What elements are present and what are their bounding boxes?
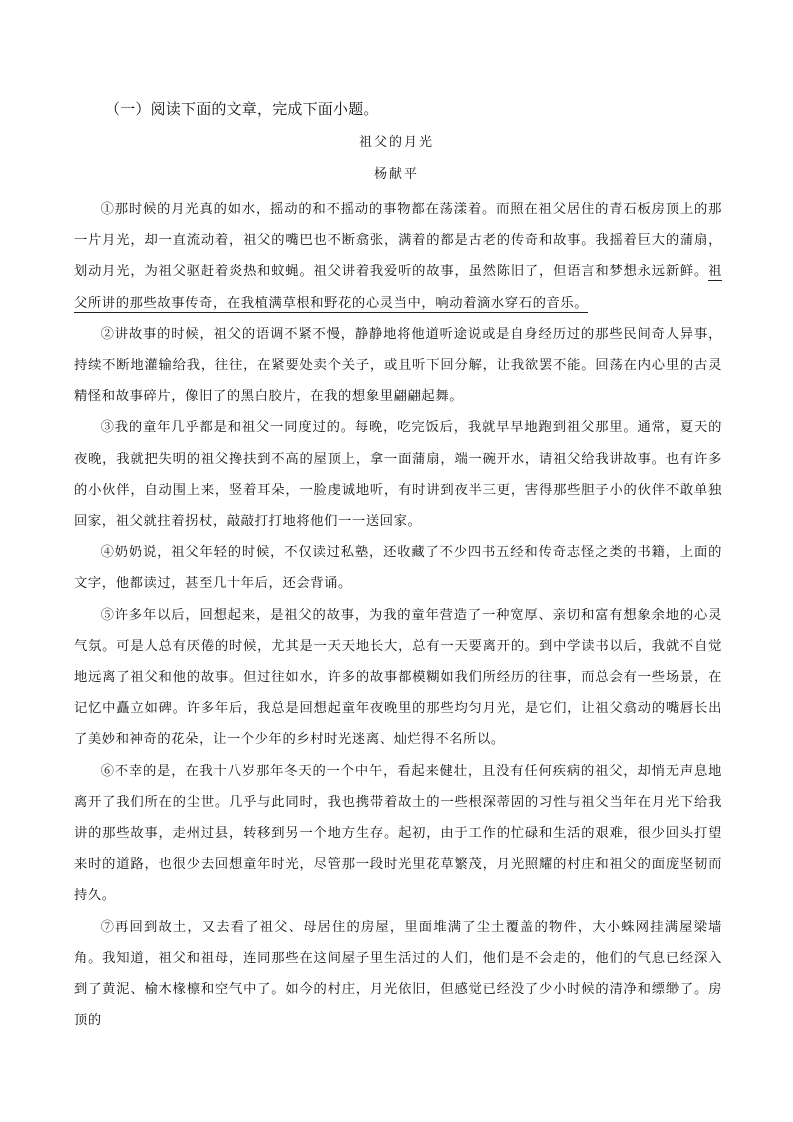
paragraph-1-text: ①那时候的月光真的如水，摇动的和不摇动的事物都在荡漾着。而照在祖父居住的青石板房顶上的那一片月光，却一直流动着，祖父的嘴巴也不断翕张，满着的都是古老的传奇和故事。我摇着巨大的蒲扇，划动月光，为祖父驱赶着炎热和蚊蝇。祖父讲着我爱听的故事，虽然陈旧了，但语言和梦想永远新鲜。 bbox=[74, 202, 722, 280]
paragraph-5: ⑤许多年以后，回想起来，是祖父的故事，为我的童年营造了一种宽厚、亲切和富有想象余地的心灵气氛。可是人总有厌倦的时候，尤其是一天天地长大，总有一天要离开的。到中学读书以后，我就不自觉地远离了祖父和他的故事。但过往如水，许多的故事都模糊如我们所经历的往事，而总会有一些场景，在记忆中矗立如碑。许多年后，我总是回想起童年夜晚里的那些均匀月光，是它们，让祖父翕动的嘴唇长出了美妙和神奇的花朵，让一个少年的乡村时光迷离、灿烂得不名所以。 bbox=[74, 607, 722, 748]
question-instruction: （一）阅读下面的文章，完成下面小题。 bbox=[105, 100, 379, 118]
paragraph-3: ③我的童年几乎都是和祖父一同度过的。每晚，吃完饭后，我就早早地跑到祖父那里。通常，夏天的夜晚，我就把失明的祖父搀扶到不高的屋顶上，拿一面蒲扇，端一碗开水，请祖父给我讲故事。也有许多的小伙伴，自动围上来，竖着耳朵，一脸虔诚地听，有时讲到夜半三更，害得那些胆子小的伙伴不敢单独回家，祖父就拄着拐杖，敲敲打打地将他们一一送回家。 bbox=[74, 420, 722, 530]
article-author: 杨献平 bbox=[373, 167, 419, 182]
paragraph-2: ②讲故事的时候，祖父的语调不紧不慢，静静地将他道听途说或是自身经历过的那些民间奇人异事，持续不断地灌输给我，往往，在紧要处卖个关子，或且听下回分解，让我欲罢不能。回荡在内心里的古灵精怪和故事碎片，像旧了的黑白胶片，在我的想象里翩翩起舞。 bbox=[74, 326, 722, 405]
paragraph-7: ⑦再回到故土，又去看了祖父、母居住的房屋，里面堆满了尘土覆盖的物件，大小蛛网挂满屋梁墙角。我知道，祖父和祖母，连同那些在这间屋子里生活过的人们，他们是不会走的，他们的气息已经深入到了黄泥、榆木椽檩和空气中了。如今的村庄，月光依旧，但感觉已经没了少小时候的清净和缥缈了。房顶的 bbox=[74, 919, 722, 1029]
paragraph-4: ④奶奶说，祖父年轻的时候，不仅读过私塾，还收藏了不少四书五经和传奇志怪之类的书籍，上面的文字，他都读过，甚至几十年后，还会背诵。 bbox=[74, 545, 722, 592]
article-title: 祖父的月光 bbox=[358, 135, 434, 150]
paragraph-1 bbox=[74, 194, 722, 319]
underlined-sentence: 祖父所讲的那些故事传奇，在我植满草根和野花的心灵当中，响动着滴水穿石的音乐。 bbox=[74, 264, 722, 311]
paragraph-6: ⑥不幸的是，在我十八岁那年冬天的一个中午，看起来健壮，且没有任何疾病的祖父，却悄无声息地离开了我们所在的尘世。几乎与此同时，我也携带着故土的一些根深蒂固的习性与祖父当年在月光下给我讲的那些故事，走州过县，转移到另一个地方生存。起初，由于工作的忙碌和生活的艰难，很少回头打望来时的道路，也很少去回想童年时光，尽管那一段时光里花草繁茂，月光照耀的村庄和祖父的面庞坚韧而持久。 bbox=[74, 763, 722, 904]
article-body bbox=[74, 194, 722, 1036]
